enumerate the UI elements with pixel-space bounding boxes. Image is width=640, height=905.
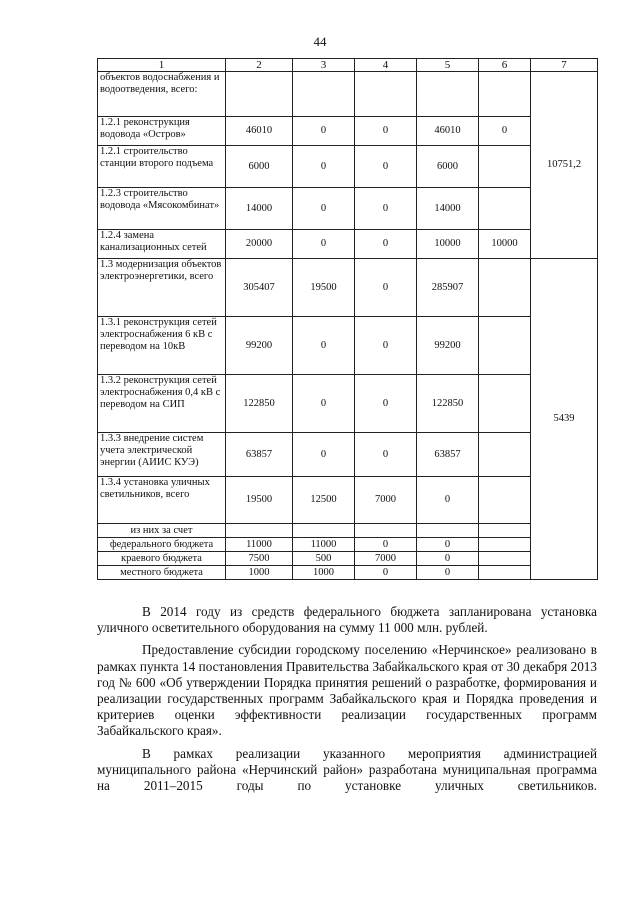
cell: 0 [355, 188, 417, 230]
paragraph-2: Предоставление субсидии городскому поселению «Нерчинское» реализовано в рамках пункта 14 постановления Правительства Забайкальского края от 30 декабря 2013 год № 600 «Об утверждении Порядка принятия решений о разработке, формирования и реализации государственных программ Забайкальского края и Порядка проведения и критериев оценки эффективности реализации государственных программ Забайкальского края». [97, 642, 597, 739]
row-name: краевого бюджета [98, 552, 226, 566]
cell [479, 375, 531, 433]
energy-total-cell: 5439 [531, 259, 598, 580]
table-row [98, 433, 598, 477]
cell: 1000 [293, 566, 355, 580]
cell: 0 [355, 433, 417, 477]
row-name: 1.3.2 реконструкция сетей электроснабжения 0,4 кВ с переводом на СИП [98, 375, 226, 433]
cell: 0 [355, 317, 417, 375]
cell [479, 477, 531, 524]
page-number: 44 [313, 34, 327, 49]
cell: 7000 [355, 477, 417, 524]
cell: 285907 [417, 259, 479, 317]
cell: 19500 [293, 259, 355, 317]
table-header-row [98, 59, 598, 72]
header-col-6: 6 [479, 59, 531, 72]
row-name: 1.2.1 реконструкция водовода «Остров» [98, 117, 226, 146]
cell: 0 [355, 230, 417, 259]
cell: 0 [293, 117, 355, 146]
cell: 122850 [417, 375, 479, 433]
cell [355, 72, 417, 117]
header-col-3: 3 [293, 59, 355, 72]
cell: 0 [355, 259, 417, 317]
cell [479, 72, 531, 117]
cell [479, 433, 531, 477]
cell: 122850 [226, 375, 293, 433]
row-name: местного бюджета [98, 566, 226, 580]
row-name: объектов водоснабжения и водоотведения, всего: [98, 72, 226, 117]
table-row [98, 72, 598, 117]
cell [479, 566, 531, 580]
row-name: 1.3.1 реконструкция сетей электроснабжения 6 кВ с переводом на 10кВ [98, 317, 226, 375]
cell: 19500 [226, 477, 293, 524]
cell: 6000 [226, 146, 293, 188]
cell [226, 72, 293, 117]
cell [355, 524, 417, 538]
cell: 0 [355, 117, 417, 146]
row-name: 1.3.3 внедрение систем учета электрической энергии (АИИС КУЭ) [98, 433, 226, 477]
cell [293, 524, 355, 538]
cell: 0 [293, 188, 355, 230]
table-row [98, 375, 598, 433]
row-name: 1.3 модернизация объектов электроэнергетики, всего [98, 259, 226, 317]
cell [479, 552, 531, 566]
cell: 12500 [293, 477, 355, 524]
cell [479, 317, 531, 375]
cell: 0 [293, 230, 355, 259]
header-col-7: 7 [531, 59, 598, 72]
cell: 63857 [226, 433, 293, 477]
budget-table [97, 58, 598, 580]
table-row [98, 477, 598, 524]
cell: 11000 [226, 538, 293, 552]
cell: 0 [293, 146, 355, 188]
cell: 305407 [226, 259, 293, 317]
body-text [97, 604, 597, 794]
row-name: 1.2.3 строительство водовода «Мясокомбинат» [98, 188, 226, 230]
row-name: из них за счет [98, 524, 226, 538]
cell: 0 [355, 538, 417, 552]
row-name: 1.2.1 строительство станции второго подъема [98, 146, 226, 188]
cell: 99200 [226, 317, 293, 375]
cell: 1000 [226, 566, 293, 580]
cell [293, 72, 355, 117]
cell: 10000 [417, 230, 479, 259]
cell [479, 259, 531, 317]
cell: 10000 [479, 230, 531, 259]
cell [417, 524, 479, 538]
cell [479, 146, 531, 188]
table-row [98, 259, 598, 317]
cell: 46010 [226, 117, 293, 146]
table-row [98, 317, 598, 375]
cell [479, 524, 531, 538]
table-row [98, 146, 598, 188]
cell: 0 [417, 477, 479, 524]
cell: 0 [355, 375, 417, 433]
header-col-5: 5 [417, 59, 479, 72]
header-col-4: 4 [355, 59, 417, 72]
cell: 500 [293, 552, 355, 566]
table-row [98, 230, 598, 259]
table-row [98, 188, 598, 230]
cell: 99200 [417, 317, 479, 375]
cell: 0 [293, 433, 355, 477]
cell: 46010 [417, 117, 479, 146]
header-col-1: 1 [98, 59, 226, 72]
cell: 0 [417, 552, 479, 566]
cell: 0 [355, 146, 417, 188]
paragraph-3: В рамках реализации указанного мероприятия администрацией муниципального района «Нерчинский район» разработана муниципальная программа на 2011–2015 годы по установке уличных светильников. [97, 745, 597, 794]
water-total-cell: 10751,2 [531, 72, 598, 259]
cell: 0 [417, 538, 479, 552]
cell: 0 [355, 566, 417, 580]
cell: 7500 [226, 552, 293, 566]
row-name: федерального бюджета [98, 538, 226, 552]
cell: 7000 [355, 552, 417, 566]
cell: 14000 [226, 188, 293, 230]
cell [479, 188, 531, 230]
cell: 14000 [417, 188, 479, 230]
header-col-2: 2 [226, 59, 293, 72]
cell [417, 72, 479, 117]
row-name: 1.3.4 установка уличных светильников, всего [98, 477, 226, 524]
cell: 0 [479, 117, 531, 146]
cell [479, 538, 531, 552]
table-row [98, 117, 598, 146]
table-row [98, 566, 598, 580]
row-name: 1.2.4 замена канализационных сетей [98, 230, 226, 259]
cell: 20000 [226, 230, 293, 259]
cell [226, 524, 293, 538]
cell: 0 [417, 566, 479, 580]
cell: 0 [293, 317, 355, 375]
table-row [98, 538, 598, 552]
cell: 63857 [417, 433, 479, 477]
table-row [98, 552, 598, 566]
cell: 6000 [417, 146, 479, 188]
cell: 11000 [293, 538, 355, 552]
table-row [98, 524, 598, 538]
cell: 0 [293, 375, 355, 433]
paragraph-1: В 2014 году из средств федерального бюджета запланирована установка уличного осветительного оборудования на сумму 11 000 млн. рублей. [97, 604, 597, 636]
